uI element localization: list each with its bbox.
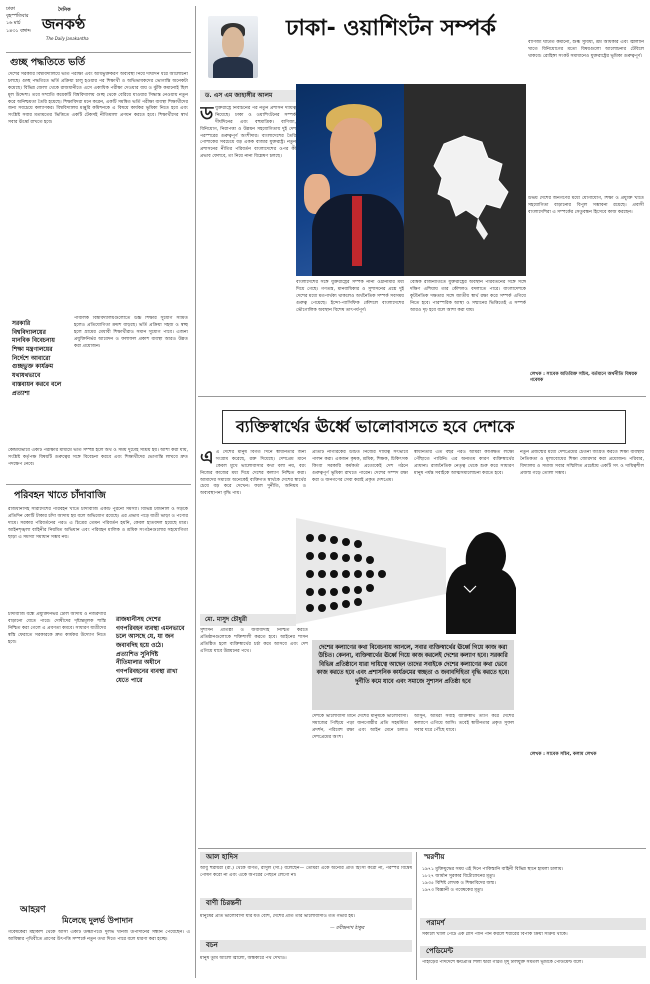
ahoron-body: গবেষকেরা মহাকাশ থেকে আসা একটি উল্কাপিণ্ডে দুর্লভ খনিজ উপাদানের সন্ধান পেয়েছেন। এ আবিষ্কার পৃথিবীতে প্রাণের উৎপত্তি সম্পর্কে নতুন তথ্য দিতে পারে বলে ধারণা করা হচ্ছে। [8, 930, 190, 942]
dropcap: ড [200, 106, 214, 124]
poramorsho-band [420, 918, 646, 930]
crowd-illustration [296, 508, 516, 634]
masthead [6, 6, 124, 50]
main-body-5: সুশাসন প্রতিষ্ঠা ও জবাবদিহি নিশ্চিত করতে প্রতিষ্ঠানগুলোকে শক্তিশালী করতে হবে। আইনের শাসন প্রতিষ্ঠিত হলে ব্যক্তিস্বার্থের চর্চা কমে আসবে এবং দেশ এগিয়ে যাবে উন্নয়নের পথে। [200, 628, 308, 654]
main-body-6: দেশকে ভালোবাসা মানে দেশের মানুষকে ভালোবাসা। সমাজের পিছিয়ে পড়া জনগোষ্ঠীর প্রতি সহমর্মিতা প্রদর্শন, পরিবেশ রক্ষা এবং আইন মেনে চলাও দেশপ্রেমের অংশ। [312, 714, 408, 740]
main-author: মো. মাসুদ চৌধুরী [200, 614, 296, 626]
top-author: ড. এস এম জাহাঙ্গীর আলম [200, 90, 300, 102]
author-portrait [208, 16, 258, 78]
top-body-1 [200, 106, 296, 276]
ahoron-headline: মিলেছে দুলর্ভ উপাদান [62, 916, 133, 925]
bachan-text: মানুষ তুমি আলো জ্বালো, অন্ধকারে পথ দেখাও। [200, 956, 287, 961]
map-panel [404, 84, 526, 276]
date-line: ঢাকা [6, 7, 15, 12]
leader-photo [296, 84, 404, 276]
main-body-2: প্রতিটি নাগরিকের উচিত নিজের দায়িত্ব সৎভাবে পালন করা। একজন কৃষক, শ্রমিক, শিক্ষক, চিকিৎসক কিংবা সরকারি কর্মকর্তা প্রত্যেকেই দেশ গঠনে গুরুত্বপূর্ণ ভূমিকা রাখতে পারেন। দেশের সম্পদ রক্ষা করা ও জনগণের সেবা করাই প্রকৃত দেশপ্রেম। [312, 450, 408, 483]
left-headline-2: পরিবহন খাতে চাঁদাবাজি [14, 490, 106, 501]
al-hadis-label: আল হাদিস [206, 853, 238, 861]
top-body-3: বৈশ্বিক রাজনীতিতে যুক্তরাষ্ট্রের অবস্থান পরিবর্তনের সঙ্গে সঙ্গে দক্ষিণ এশিয়ায় তার কৌশলও বদলাতে পারে। বাংলাদেশকে কূটনৈতিক দক্ষতার সঙ্গে জাতীয় স্বার্থ রক্ষা করে সম্পর্ক এগিয়ে নিতে হবে। পারস্পরিক আস্থা ও সম্মানের ভিত্তিতেই এ সম্পর্ক আরও দৃঢ় হবে বলে আশা করা যায়। [410, 280, 526, 313]
photo-face [330, 118, 376, 176]
smaraniya-item: ১৯৭১ মুক্তিযুদ্ধের সময় এই দিনে পাকিস্তানি বাহিনী বিভিন্ন স্থানে হামলা চালায়। [422, 867, 564, 872]
paper-tagline: The Daily Janakantha [46, 36, 89, 41]
bani-text: মানুষের প্রতি ভালোবাসা যার যত বেশি, দেশের প্রতি তার ভালোবাসাও তত গভীর হয়। [200, 914, 356, 919]
rule [198, 396, 646, 397]
bangladesh-map-icon [404, 84, 526, 276]
al-hadis-text: আবু হুরায়রা (রা.) থেকে বর্ণিত, রাসুল (সা.) বলেছেন— তোমরা একে অন্যের প্রতি হিংসা করো না, পরস্পর বিদ্বেষ পোষণ করো না এবং একে অপরের পেছনে লেগো না। [200, 866, 412, 878]
dropcap: এ [200, 450, 214, 468]
date-line: ১৬ মার্চ [6, 21, 21, 27]
top-footer-note: লেখক : সাবেক অতিরিক্ত সচিব, বর্তমানে অর্থনীতি বিষয়ক গবেষক [530, 372, 638, 384]
smaraniya-item: ১৮২৭ জার্মান সুরকার বিটোফেনের মৃত্যু। [422, 874, 496, 880]
poramorsho-label: পরামর্শ [426, 919, 445, 927]
ahoron-label: আহরণ [20, 905, 46, 915]
poramorsho-text: সকালে খালি পেটে এক গ্লাস পানি পান করলে শরীরের বিপাক ক্রিয়া সক্রিয় থাকে। [422, 932, 568, 937]
main-body-1 [200, 450, 306, 610]
paper-prefix: দৈনিক [58, 7, 71, 13]
smaraniya-item: ১৯৭৩ বিজ্ঞানী ও গবেষকের মৃত্যু। [422, 888, 484, 894]
date-line: বৃহস্পতিবার [6, 14, 29, 20]
main-body-7: আসুন, আমরা সবাই ব্যক্তিস্বার্থ ত্যাগ করে দেশের কল্যাণে এগিয়ে আসি। তবেই স্বাধীনতার প্রকৃত সুফল সবার ঘরে পৌঁছে যাবে। [414, 714, 514, 733]
column-divider [416, 852, 417, 980]
top-headline: ঢাকা- ওয়াশিংটন সম্পর্ক [286, 16, 496, 41]
ahoron-box [6, 900, 192, 980]
main-pull-quote: দেশের কল্যাণের কথা বিবেচনায় আনলে, সবার ব্যক্তিস্বার্থের ঊর্ধ্বে গিয়ে কাজ করা উচিত। কেননা, ব্যক্তিস্বার্থের ঊর্ধ্বে গিয়ে কাজ করলেই দেশের কল্যাণ হবে। সরকারি বিভিন্ন প্রতিষ্ঠানে যারা দায়িত্বে আছেন তাদের সবাইকে দেশের কল্যাণের কথা ভেবে কাজ করতে হবে এবং প্রশাসনিক কার্যক্রমের স্বচ্ছতা ও জবাবদিহিতা বৃদ্ধি করতে হবে। দুর্নীতি কমে যাবে এবং সমাজে সুশাসন প্রতিষ্ঠা হবে [312, 640, 514, 710]
smaraniya-label: স্মরণীয় [424, 853, 445, 861]
main-headline: ব্যক্তিস্বার্থের ঊর্ধ্বে ভালোবাসতে হবে দেশকে [236, 417, 515, 436]
rule [6, 52, 191, 53]
main-body-4: নতুন প্রজন্মের মধ্যে দেশপ্রেমের চেতনা জাগ্রত করতে শিক্ষা ব্যবস্থায় নৈতিকতা ও মূল্যবোধের শিক্ষা জোরদার করা প্রয়োজন। পরিবার, বিদ্যালয় ও সমাজ সবার সম্মিলিত প্রচেষ্টায় একটি সৎ ও দায়িত্বশীল প্রজন্ম গড়ে তোলা সম্ভব। [520, 450, 644, 476]
main-body-1-text: এ দেশের মানুষ বিগত দিনে স্বাধীনতার জন্য সংগ্রাম করেছে, রক্ত দিয়েছে। দেশপ্রেম মানে কেবল মুখে ভালোবাসার কথা বলা নয়, বরং নিজের কাজের মধ্য দিয়ে দেশের কল্যাণ নিশ্চিত করা। আমাদের সমাজে অনেকেই ব্যক্তিগত স্বার্থকে দেশের স্বার্থের চেয়ে বড় করে দেখেন। ফলে দুর্নীতি, অনিয়ম ও অব্যবস্থাপনা বৃদ্ধি পায়। [200, 450, 306, 497]
left-body-2: পাবলিক বিশ্ববিদ্যালয়গুলোতে উচ্চ শিক্ষার সুযোগ সীমিত হলেও প্রতিযোগিতা ক্রমশ বাড়ছে। ভর্তি প্রক্রিয়া সহজ ও স্বচ্ছ হলে গ্রামের মেধাবী শিক্ষার্থীরাও সমান সুযোগ পাবে। এজন্য প্রযুক্তিনির্ভর আবেদন ও ফলাফল প্রকাশ ব্যবস্থা আরও উন্নত করা প্রয়োজন। [74, 316, 188, 349]
column-divider [195, 6, 196, 978]
top-body-2: বাংলাদেশের সঙ্গে যুক্তরাষ্ট্রের সম্পর্ক নানা ওঠানামার মধ্য দিয়ে গেছে। গণতন্ত্র, মানবাধিকার ও সুশাসনের প্রশ্নে দুই দেশের মধ্যে মতপার্থক্য থাকলেও অর্থনৈতিক সম্পর্ক সবসময় গুরুত্ব পেয়েছে। ইন্দো-প্যাসিফিক কৌশলে বাংলাদেশের ভৌগোলিক অবস্থান বিশেষ তাৎপর্যপূর্ণ। [296, 280, 404, 313]
bachan-band [200, 940, 412, 952]
crowd-silhouette-icon [296, 508, 516, 634]
bani-author: — রবীন্দ্রনাথ ঠাকুর [330, 926, 365, 931]
main-footer-note: লেখক : সাবেক সচিব, কলাম লেখক [530, 752, 597, 757]
left-body-2b: চাঁদাবাজি বন্ধে প্রযুক্তিনির্ভর টোল আদায় ও নজরদারি বাড়ানো যেতে পারে। দোষীদের দৃষ্টান্তমূলক শাস্তি নিশ্চিত করা গেলে এ প্রবণতা কমবে। সাধারণ যাত্রীদের স্বস্তি ফেরাতে সরকারকে দ্রুত কার্যকর উদ্যোগ নিতে হবে। [8, 612, 106, 645]
main-body-3: স্বাধীনতার এত বছর পরও আমরা কাঙ্ক্ষিত লক্ষ্যে পৌঁছাতে পারিনি। এর অন্যতম কারণ ব্যক্তিস্বার্থের প্রাধান্য। রাজনৈতিক নেতৃত্ব থেকে শুরু করে সাধারণ মানুষ পর্যন্ত সবাইকে আত্মসমালোচনা করতে হবে। [414, 450, 514, 476]
smaraniya-item: ১৯৩৫ বিশিষ্ট লেখক ও শিক্ষাবিদের জন্ম। [422, 881, 496, 887]
rule [6, 484, 191, 485]
date-line: ১৪৩১ বঙ্গাব্দ [6, 28, 31, 34]
left-headline: গুচ্ছ পদ্ধতিতে ভর্তি [10, 57, 86, 68]
left-body: দেশের সরকারি বিশ্ববিদ্যালয়ে ভর্তি পরীক্ষা এবং অধিভুক্তকরণ অব্যবস্থা নিয়ে দীর্ঘদিন ধরে আলোচনা চলছে। গুচ্ছ পদ্ধতিতে ভর্তি প্রক্রিয়া চালু হওয়ার পর শিক্ষার্থী ও অভিভাবকদের ভোগান্তি অনেকটা কমেছে। বিভিন্ন জেলা থেকে রাজধানীতে এসে একাধিক পরীক্ষা দেওয়ার ব্যয় ও ঝুঁকি কমানোই ছিল মূল উদ্দেশ্য। তবে সম্প্রতি কয়েকটি বিশ্ববিদ্যালয় গুচ্ছ থেকে বেরিয়ে যাওয়ার সিদ্ধান্ত নেওয়ায় নতুন করে অনিশ্চয়তা তৈরি হয়েছে। শিক্ষাবিদরা মনে করেন, একটি সমন্বিত ভর্তি পরীক্ষা ব্যবস্থা শিক্ষার্থীদের জন্য সবচেয়ে কল্যাণকর। বিশ্ববিদ্যালয় মঞ্জুরি কমিশনকে এ বিষয়ে কার্যকর ভূমিকা নিতে হবে এবং সংশ্লিষ্ট সবার মতামতের ভিত্তিতে একটি টেকসই নীতিমালা প্রণয়ন করতে হবে। শিক্ষার্থীদের স্বার্থ সবার ঊর্ধ্বে রাখতে হবে। [8, 72, 188, 126]
bachan-label: বচন [206, 941, 218, 949]
paper-name: জনকণ্ঠ [42, 15, 86, 33]
left-pull-quote: সরকারি বিশ্ববিদ্যালয়ের মানবিক বিবেচনায় শিক্ষা মন্ত্রণালয়ের নির্দেশে আবারো গুচ্ছভুক্ত কার্যক্রম যথাযথভাবে বাস্তবায়ন করবে বলে প্রত্যাশা [8, 316, 68, 442]
portrait-face [222, 27, 244, 58]
bani-label: বাণী চিরন্তনী [206, 899, 242, 907]
masthead-date [6, 6, 36, 35]
left-body-2-article: রাজধানীসহ সারাদেশের পরিবহন খাতে চাঁদাবাজি একটি পুরনো সমস্যা। বিভিন্ন টার্মিনাল ও সড়কে প্রতিদিন কোটি টাকার চাঁদা আদায় হয় বলে অভিযোগ রয়েছে। এর প্রভাব পড়ে যাত্রী ভাড়া ও পণ্যের দামে। সরকার পরিবর্তনের পরও এ চিত্রের তেমন পরিবর্তন হয়নি, কেবল হাতবদল হয়েছে মাত্র। আইনশৃঙ্খলা বাহিনীর নিয়মিত অভিযান এবং পরিবহন মালিক ও শ্রমিক সংগঠনগুলোর সহযোগিতা ছাড়া এ সমস্যা সমাধান সম্ভব নয়। [8, 507, 188, 540]
photo-tie [352, 196, 362, 266]
pediment-label: পেডিমেন্ট [426, 947, 453, 955]
smaraniya-list [422, 866, 646, 894]
left-pull-quote-2: রাজধানীসহ দেশের গণপরিবহন ব্যবস্থা এমনভাবে চলে আসছে যে, যা জন জবাবদিহ হয়ে ওঠে। প্রত্যাশিত সুনির্দিষ্ট নীতিমালার অধীনে গণপরিবহনের ব্যবস্থা রাখা যেতে পারে [112, 612, 190, 732]
rule [198, 848, 646, 849]
pediment-text: পাহাড়ের পাদদেশে ক্ষয়প্রাপ্ত শিলা দ্বারা গঠিত মৃদু ঢালযুক্ত সমতল ভূমিকে পেডিমেন্ট বলে। [422, 960, 583, 965]
top-body-4: বাণিজ্য ঘাটতি কমানো, শুল্ক সুবিধা, শ্রম অধিকার এবং জ্বালানি খাতে বিনিয়োগের মতো বিষয়গুলো আলোচনার টেবিলে থাকবে। রোহিঙ্গা সংকট সমাধানেও যুক্তরাষ্ট্রের ভূমিকা গুরুত্বপূর্ণ। [528, 40, 644, 59]
portrait-suit [213, 57, 253, 78]
top-body-1-text: যুক্তরাষ্ট্রে নির্বাচনের পর নতুন প্রশাসন দায়িত্ব নিয়েছে। ঢাকা ও ওয়াশিংটনের সম্পর্ক দীর্ঘদিনের এবং বহুমাত্রিক। বাণিজ্য, বিনিয়োগ, নিরাপত্তা ও উন্নয়ন সহযোগিতায় দুই দেশ পরস্পরের গুরুত্বপূর্ণ অংশীদার। বাংলাদেশের তৈরি পোশাকের সবচেয়ে বড় একক বাজার যুক্তরাষ্ট্র। নতুন প্রশাসনের নীতির পরিবর্তন বাংলাদেশের ওপর কী প্রভাব ফেলবে, তা নিয়ে নানা বিশ্লেষণ চলছে। [200, 106, 296, 160]
left-body-3: কেন্দ্রীয়ভাবে একটি পরীক্ষার মাধ্যমে ভর্তি সম্পন্ন হলে অর্থ ও সময় দুটোই সাশ্রয় হয়। আশা করা যায়, সংশ্লিষ্ট কর্তৃপক্ষ বিষয়টি গুরুত্বের সঙ্গে বিবেচনা করবে এবং শিক্ষার্থীদের ভোগান্তি লাঘবে দ্রুত পদক্ষেপ নেবে। [8, 448, 188, 467]
pediment-band [420, 946, 646, 958]
top-body-5: উভয় দেশের জনগণের মধ্যে যোগাযোগ, শিক্ষা ও প্রযুক্তি খাতে সহযোগিতা বাড়ানোর বিপুল সম্ভাবনা রয়েছে। প্রবাসী বাংলাদেশিরা এ সম্পর্কের সেতুবন্ধন হিসেবে কাজ করছেন। [528, 196, 644, 215]
